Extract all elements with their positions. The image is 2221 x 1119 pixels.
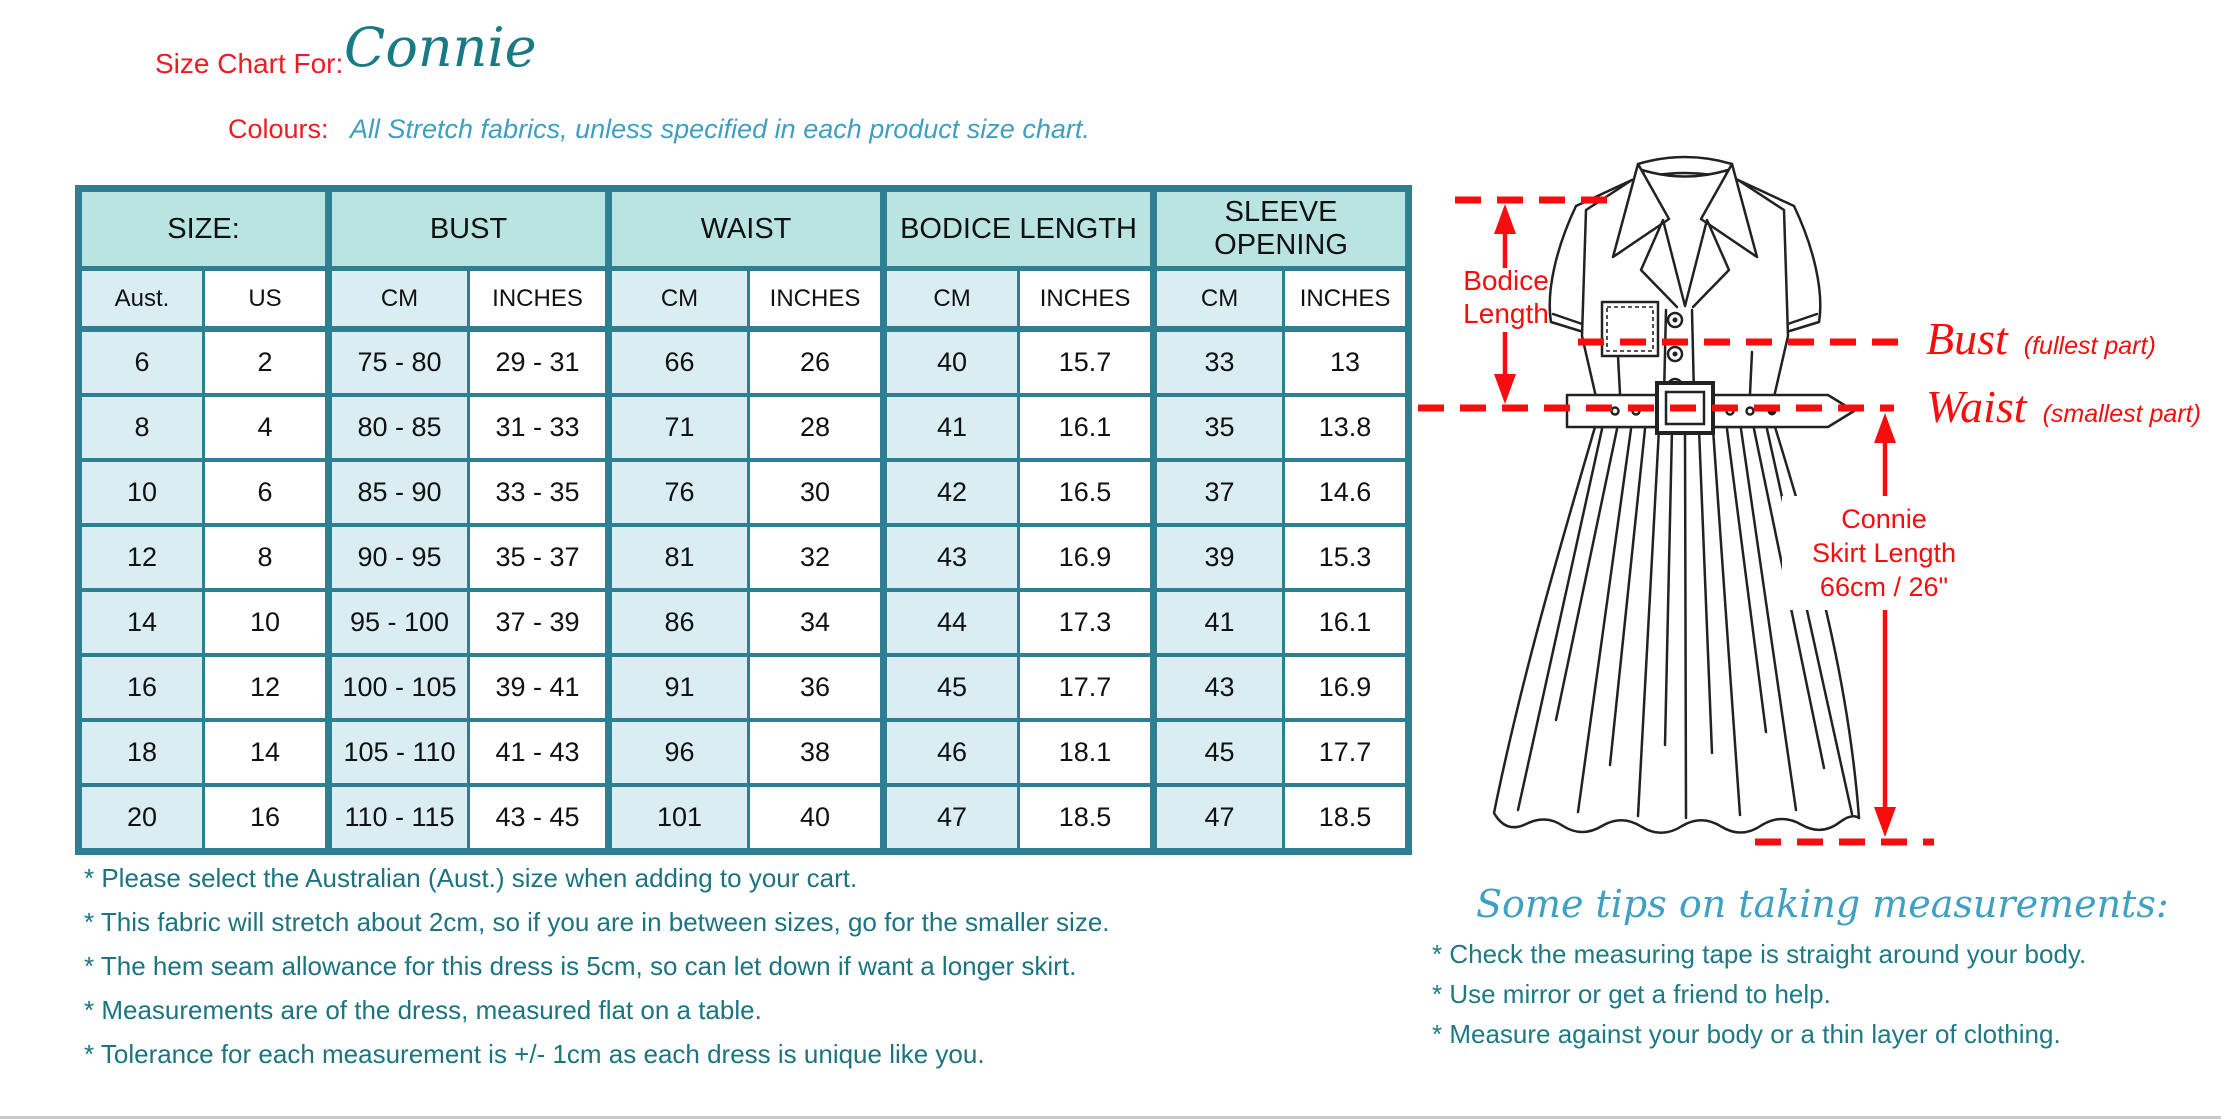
table-cell: 40 [749,785,884,852]
group-header-sleeve-opening: SLEEVE OPENING [1154,189,1409,269]
table-cell: 38 [749,720,884,785]
table-group-header-row [79,189,1409,269]
subheader-bust-inches: INCHES [469,269,609,330]
table-cell: 12 [79,525,204,590]
table-cell: 13.8 [1284,395,1409,460]
table-cell: 16 [79,655,204,720]
colours-label: Colours: [228,114,329,144]
table-cell: 18.5 [1019,785,1154,852]
table-cell: 85 - 90 [329,460,469,525]
table-row [79,329,1409,395]
table-cell: 86 [609,590,749,655]
table-cell: 18.5 [1284,785,1409,852]
group-header-waist: WAIST [609,189,884,269]
table-cell: 35 [1154,395,1284,460]
size-chart-for-label: Size Chart For: [155,48,344,79]
tips-heading: Some tips on taking measurements: [1476,882,2169,926]
table-cell: 110 - 115 [329,785,469,852]
dress-skirt [1494,427,1859,833]
notes-list [84,856,1110,1076]
table-cell: 40 [884,329,1019,395]
table-row [79,525,1409,590]
table-cell: 41 - 43 [469,720,609,785]
subheader-waist-inches: INCHES [749,269,884,330]
table-cell: 95 - 100 [329,590,469,655]
table-row [79,460,1409,525]
size-table-body [79,329,1409,852]
table-cell: 39 - 41 [469,655,609,720]
note-item: * The hem seam allowance for this dress is 5cm, so can let down if want a longer skirt. [84,951,1077,981]
tip-item: * Check the measuring tape is straight around your body. [1432,939,2087,969]
table-cell: 10 [79,460,204,525]
table-cell: 4 [204,395,329,460]
dress-pocket [1602,302,1658,356]
table-cell: 81 [609,525,749,590]
table-cell: 17.3 [1019,590,1154,655]
table-cell: 8 [204,525,329,590]
table-row [79,720,1409,785]
table-cell: 91 [609,655,749,720]
subheader-bust-cm: CM [329,269,469,330]
table-cell: 47 [1154,785,1284,852]
table-cell: 90 - 95 [329,525,469,590]
note-item: * Tolerance for each measurement is +/- 1cm as each dress is unique like you. [84,1039,985,1069]
table-cell: 43 - 45 [469,785,609,852]
table-cell: 28 [749,395,884,460]
table-cell: 15.3 [1284,525,1409,590]
table-cell: 76 [609,460,749,525]
table-cell: 12 [204,655,329,720]
table-cell: 41 [1154,590,1284,655]
subheader-aust: Aust. [79,269,204,330]
tips-list [1432,934,2086,1054]
table-cell: 80 - 85 [329,395,469,460]
table-cell: 6 [204,460,329,525]
group-header-bodice-length: BODICE LENGTH [884,189,1154,269]
subheader-sleeve-inches: INCHES [1284,269,1409,330]
table-cell: 15.7 [1019,329,1154,395]
table-cell: 45 [884,655,1019,720]
table-cell: 66 [609,329,749,395]
table-cell: 14 [204,720,329,785]
size-table [75,185,1412,855]
dress-illustration [1410,120,1980,870]
table-cell: 16.1 [1284,590,1409,655]
table-cell: 26 [749,329,884,395]
table-cell: 36 [749,655,884,720]
table-cell: 8 [79,395,204,460]
note-item: * This fabric will stretch about 2cm, so if you are in between sizes, go for the smaller size. [84,907,1110,937]
subheader-waist-cm: CM [609,269,749,330]
table-cell: 17.7 [1019,655,1154,720]
bodice-length-label: Bodice Length [1463,265,1549,329]
table-cell: 30 [749,460,884,525]
table-cell: 37 [1154,460,1284,525]
table-cell: 37 - 39 [469,590,609,655]
table-cell: 31 - 33 [469,395,609,460]
table-cell: 14.6 [1284,460,1409,525]
table-cell: 34 [749,590,884,655]
skirt-length-label: Connie Skirt Length 66cm / 26" [1782,496,1986,610]
dress-collar [1638,157,1732,164]
group-header-size: SIZE: [79,189,329,269]
note-item: * Please select the Australian (Aust.) size when adding to your cart. [84,863,858,893]
table-cell: 18 [79,720,204,785]
tip-item: * Use mirror or get a friend to help. [1432,979,1831,1009]
table-cell: 16.1 [1019,395,1154,460]
table-cell: 16.9 [1019,525,1154,590]
table-cell: 43 [884,525,1019,590]
table-subheader-row [79,269,1409,330]
subheader-us: US [204,269,329,330]
table-cell: 101 [609,785,749,852]
subheader-sleeve-cm: CM [1154,269,1284,330]
product-name: Connie [344,16,537,79]
table-cell: 2 [204,329,329,395]
table-cell: 41 [884,395,1019,460]
table-cell: 20 [79,785,204,852]
subheader-bodice-inches: INCHES [1019,269,1154,330]
table-cell: 18.1 [1019,720,1154,785]
table-cell: 16.9 [1284,655,1409,720]
table-cell: 13 [1284,329,1409,395]
table-row [79,785,1409,852]
tip-item: * Measure against your body or a thin layer of clothing. [1432,1019,2061,1049]
table-cell: 71 [609,395,749,460]
table-cell: 6 [79,329,204,395]
table-cell: 33 [1154,329,1284,395]
table-cell: 14 [79,590,204,655]
subheader-bodice-cm: CM [884,269,1019,330]
bust-label: Bust (fullest part) [1926,313,2156,364]
table-row [79,590,1409,655]
colours-value: All Stretch fabrics, unless specified in each product size chart. [350,114,1090,144]
note-item: * Measurements are of the dress, measured flat on a table. [84,995,762,1025]
table-row [79,395,1409,460]
table-cell: 105 - 110 [329,720,469,785]
table-cell: 33 - 35 [469,460,609,525]
table-cell: 32 [749,525,884,590]
table-cell: 42 [884,460,1019,525]
table-cell: 29 - 31 [469,329,609,395]
table-cell: 16.5 [1019,460,1154,525]
table-cell: 17.7 [1284,720,1409,785]
skirt-length-arrow [1874,413,1896,837]
table-cell: 43 [1154,655,1284,720]
group-header-bust: BUST [329,189,609,269]
table-cell: 75 - 80 [329,329,469,395]
table-cell: 45 [1154,720,1284,785]
table-cell: 100 - 105 [329,655,469,720]
table-cell: 16 [204,785,329,852]
table-cell: 96 [609,720,749,785]
table-cell: 39 [1154,525,1284,590]
table-cell: 44 [884,590,1019,655]
table-cell: 47 [884,785,1019,852]
waist-label: Waist (smallest part) [1926,381,2201,432]
table-row [79,655,1409,720]
table-cell: 10 [204,590,329,655]
table-cell: 35 - 37 [469,525,609,590]
table-cell: 46 [884,720,1019,785]
